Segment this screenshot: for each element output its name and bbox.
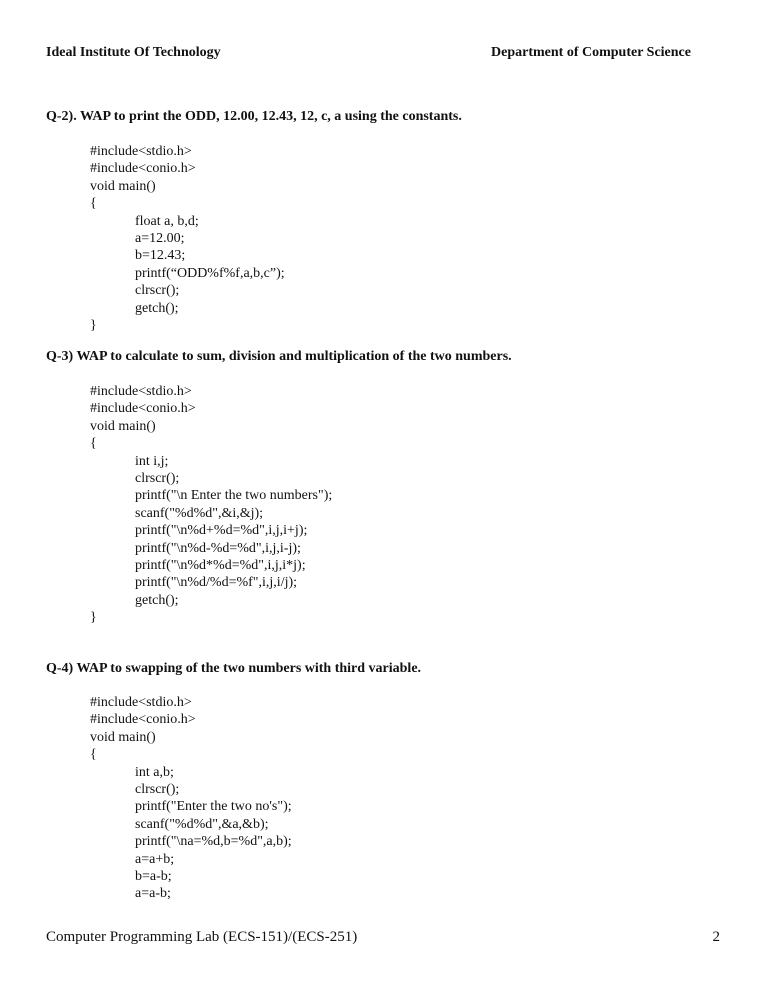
code-line: a=a+b;: [135, 851, 175, 867]
code-line: int i,j;: [135, 453, 169, 469]
code-line: {: [90, 196, 97, 212]
code-line: clrscr();: [135, 283, 180, 299]
question-title-q3: Q-3) WAP to calculate to sum, division and multiplication of the two numbers.: [46, 349, 512, 364]
code-line: #include<stdio.h>: [90, 384, 192, 399]
code-line: printf("\na=%d,b=%d",a,b);: [135, 834, 292, 850]
code-line: {: [90, 436, 97, 452]
code-line: printf("\n Enter the two numbers");: [135, 488, 333, 504]
question-title-q4: Q-4) WAP to swapping of the two numbers with third variable.: [46, 661, 422, 676]
code-line: printf(“ODD%f%f,a,b,c”);: [135, 265, 285, 281]
code-line: getch();: [135, 300, 179, 316]
code-line: void main(): [90, 418, 156, 434]
code-line: #include<stdio.h>: [90, 144, 192, 159]
code-block-q3: [90, 383, 332, 626]
code-line: void main(): [90, 178, 156, 194]
code-line: getch();: [135, 592, 179, 608]
code-line: clrscr();: [135, 470, 180, 486]
page-footer: [46, 929, 720, 946]
code-line: }: [90, 317, 97, 333]
code-line: {: [90, 747, 97, 763]
question-title-q2: Q-2). WAP to print the ODD, 12.00, 12.43, 12, c, a using the constants.: [46, 109, 462, 124]
code-line: scanf("%d%d",&i,&j);: [135, 505, 264, 521]
code-line: printf("\n%d-%d=%d",i,j,i-j);: [135, 540, 301, 556]
code-line: scanf("%d%d",&a,&b);: [135, 816, 269, 832]
department-name: Department of Computer Science: [491, 45, 691, 60]
code-line: printf("\n%d/%d=%f",i,j,i/j);: [135, 575, 298, 591]
code-block-q2: [90, 143, 285, 334]
code-line: b=a-b;: [135, 868, 172, 884]
code-line: int a,b;: [135, 764, 174, 780]
page-header: [46, 45, 691, 61]
code-line: printf("Enter the two no's");: [135, 799, 292, 815]
code-line: printf("\n%d+%d=%d",i,j,i+j);: [135, 523, 308, 539]
code-line: float a, b,d;: [135, 213, 199, 229]
code-line: }: [90, 610, 97, 626]
code-line: a=a-b;: [135, 886, 171, 902]
code-line: b=12.43;: [135, 248, 186, 264]
code-line: clrscr();: [135, 781, 180, 797]
code-line: printf("\n%d*%d=%d",i,j,i*j);: [135, 557, 306, 573]
institute-name: Ideal Institute Of Technology: [46, 45, 221, 60]
code-line: #include<conio.h>: [90, 712, 196, 728]
code-line: #include<conio.h>: [90, 161, 196, 177]
code-line: void main(): [90, 729, 156, 745]
course-name: Computer Programming Lab (ECS-151)/(ECS-251): [46, 929, 358, 945]
code-line: a=12.00;: [135, 230, 185, 246]
page-number: 2: [712, 929, 720, 945]
code-block-q4: [90, 694, 292, 903]
code-line: #include<stdio.h>: [90, 695, 192, 710]
code-line: #include<conio.h>: [90, 401, 196, 417]
